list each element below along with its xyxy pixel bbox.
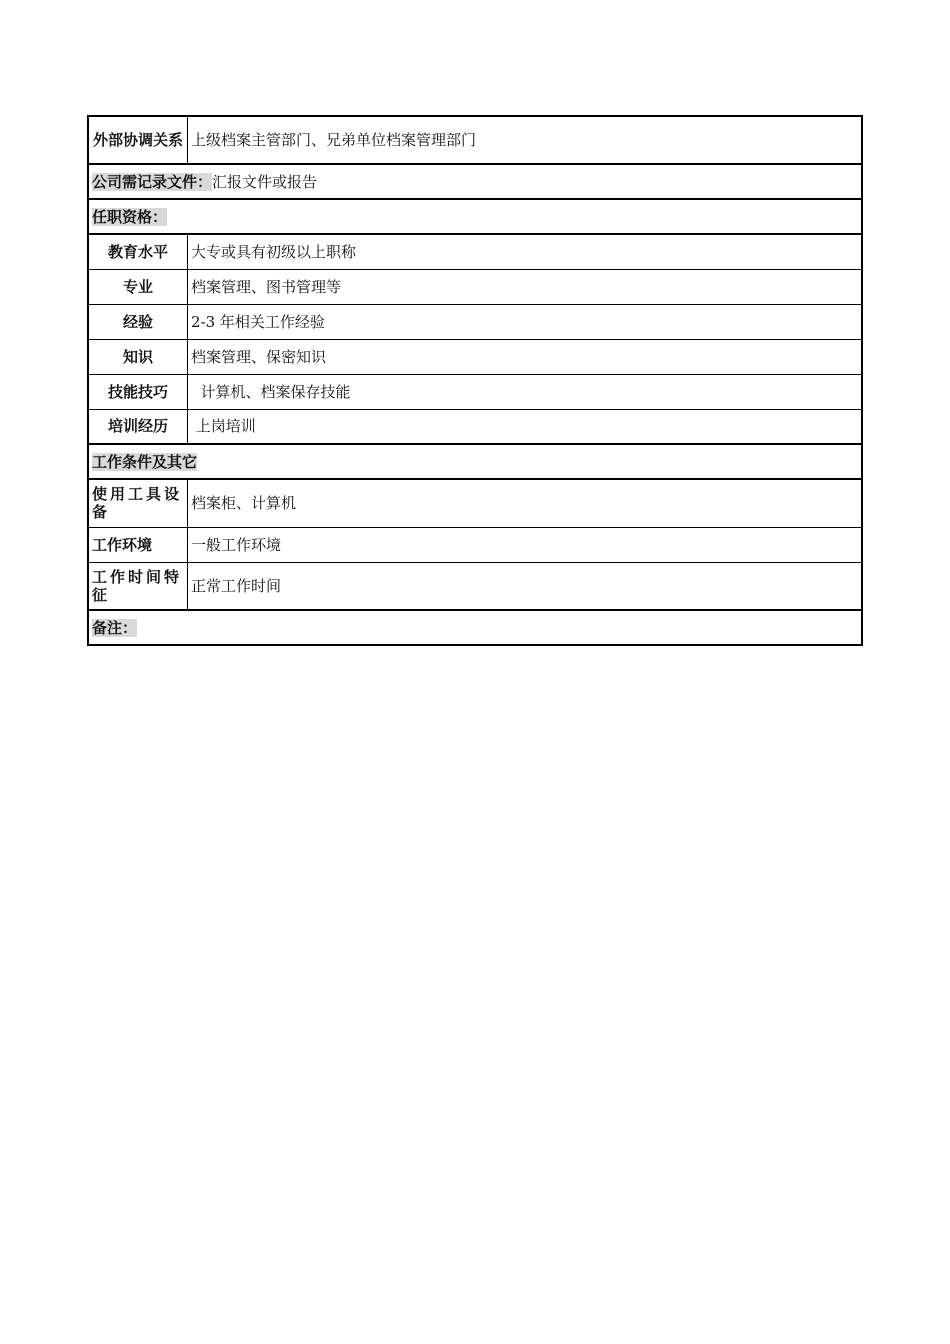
qualification-row — [88, 234, 862, 269]
records-value: 汇报文件或报告 — [212, 172, 318, 191]
training-label: 培训经历 — [88, 409, 188, 444]
training-value: 上岗培训 — [188, 409, 863, 444]
education-label: 教育水平 — [88, 234, 188, 269]
major-value: 档案管理、图书管理等 — [188, 269, 863, 304]
qualifications-header-row — [88, 199, 862, 234]
skills-value: 计算机、档案保存技能 — [188, 374, 863, 409]
environment-value: 一般工作环境 — [188, 527, 863, 562]
condition-row — [88, 479, 862, 527]
environment-label: 工作环境 — [88, 527, 188, 562]
qualification-row — [88, 409, 862, 444]
notes-row — [88, 610, 862, 645]
qualification-row — [88, 374, 862, 409]
qualification-row — [88, 269, 862, 304]
job-description-table — [87, 115, 863, 646]
notes-label: 备注： — [92, 618, 138, 637]
conditions-header-row — [88, 444, 862, 479]
experience-value: 2-3 年相关工作经验 — [188, 304, 863, 339]
education-value: 大专或具有初级以上职称 — [188, 234, 863, 269]
work-time-label: 工作时间特征 — [88, 562, 188, 610]
skills-label: 技能技巧 — [88, 374, 188, 409]
qualification-row — [88, 304, 862, 339]
tools-value: 档案柜、计算机 — [188, 479, 863, 527]
knowledge-value: 档案管理、保密知识 — [188, 339, 863, 374]
condition-row — [88, 527, 862, 562]
conditions-title: 工作条件及其它 — [92, 452, 198, 471]
external-coordination-label: 外部协调关系 — [88, 116, 188, 164]
requirements-table — [87, 115, 863, 646]
major-label: 专业 — [88, 269, 188, 304]
records-label: 公司需记录文件： — [92, 172, 213, 191]
condition-row — [88, 562, 862, 610]
work-time-value: 正常工作时间 — [188, 562, 863, 610]
qualifications-title: 任职资格： — [92, 207, 168, 226]
knowledge-label: 知识 — [88, 339, 188, 374]
external-coordination-value: 上级档案主管部门、兄弟单位档案管理部门 — [188, 116, 863, 164]
qualification-row — [88, 339, 862, 374]
records-row — [88, 164, 862, 199]
tools-label: 使用工具设备 — [88, 479, 188, 527]
experience-label: 经验 — [88, 304, 188, 339]
external-coordination-row — [88, 116, 862, 164]
